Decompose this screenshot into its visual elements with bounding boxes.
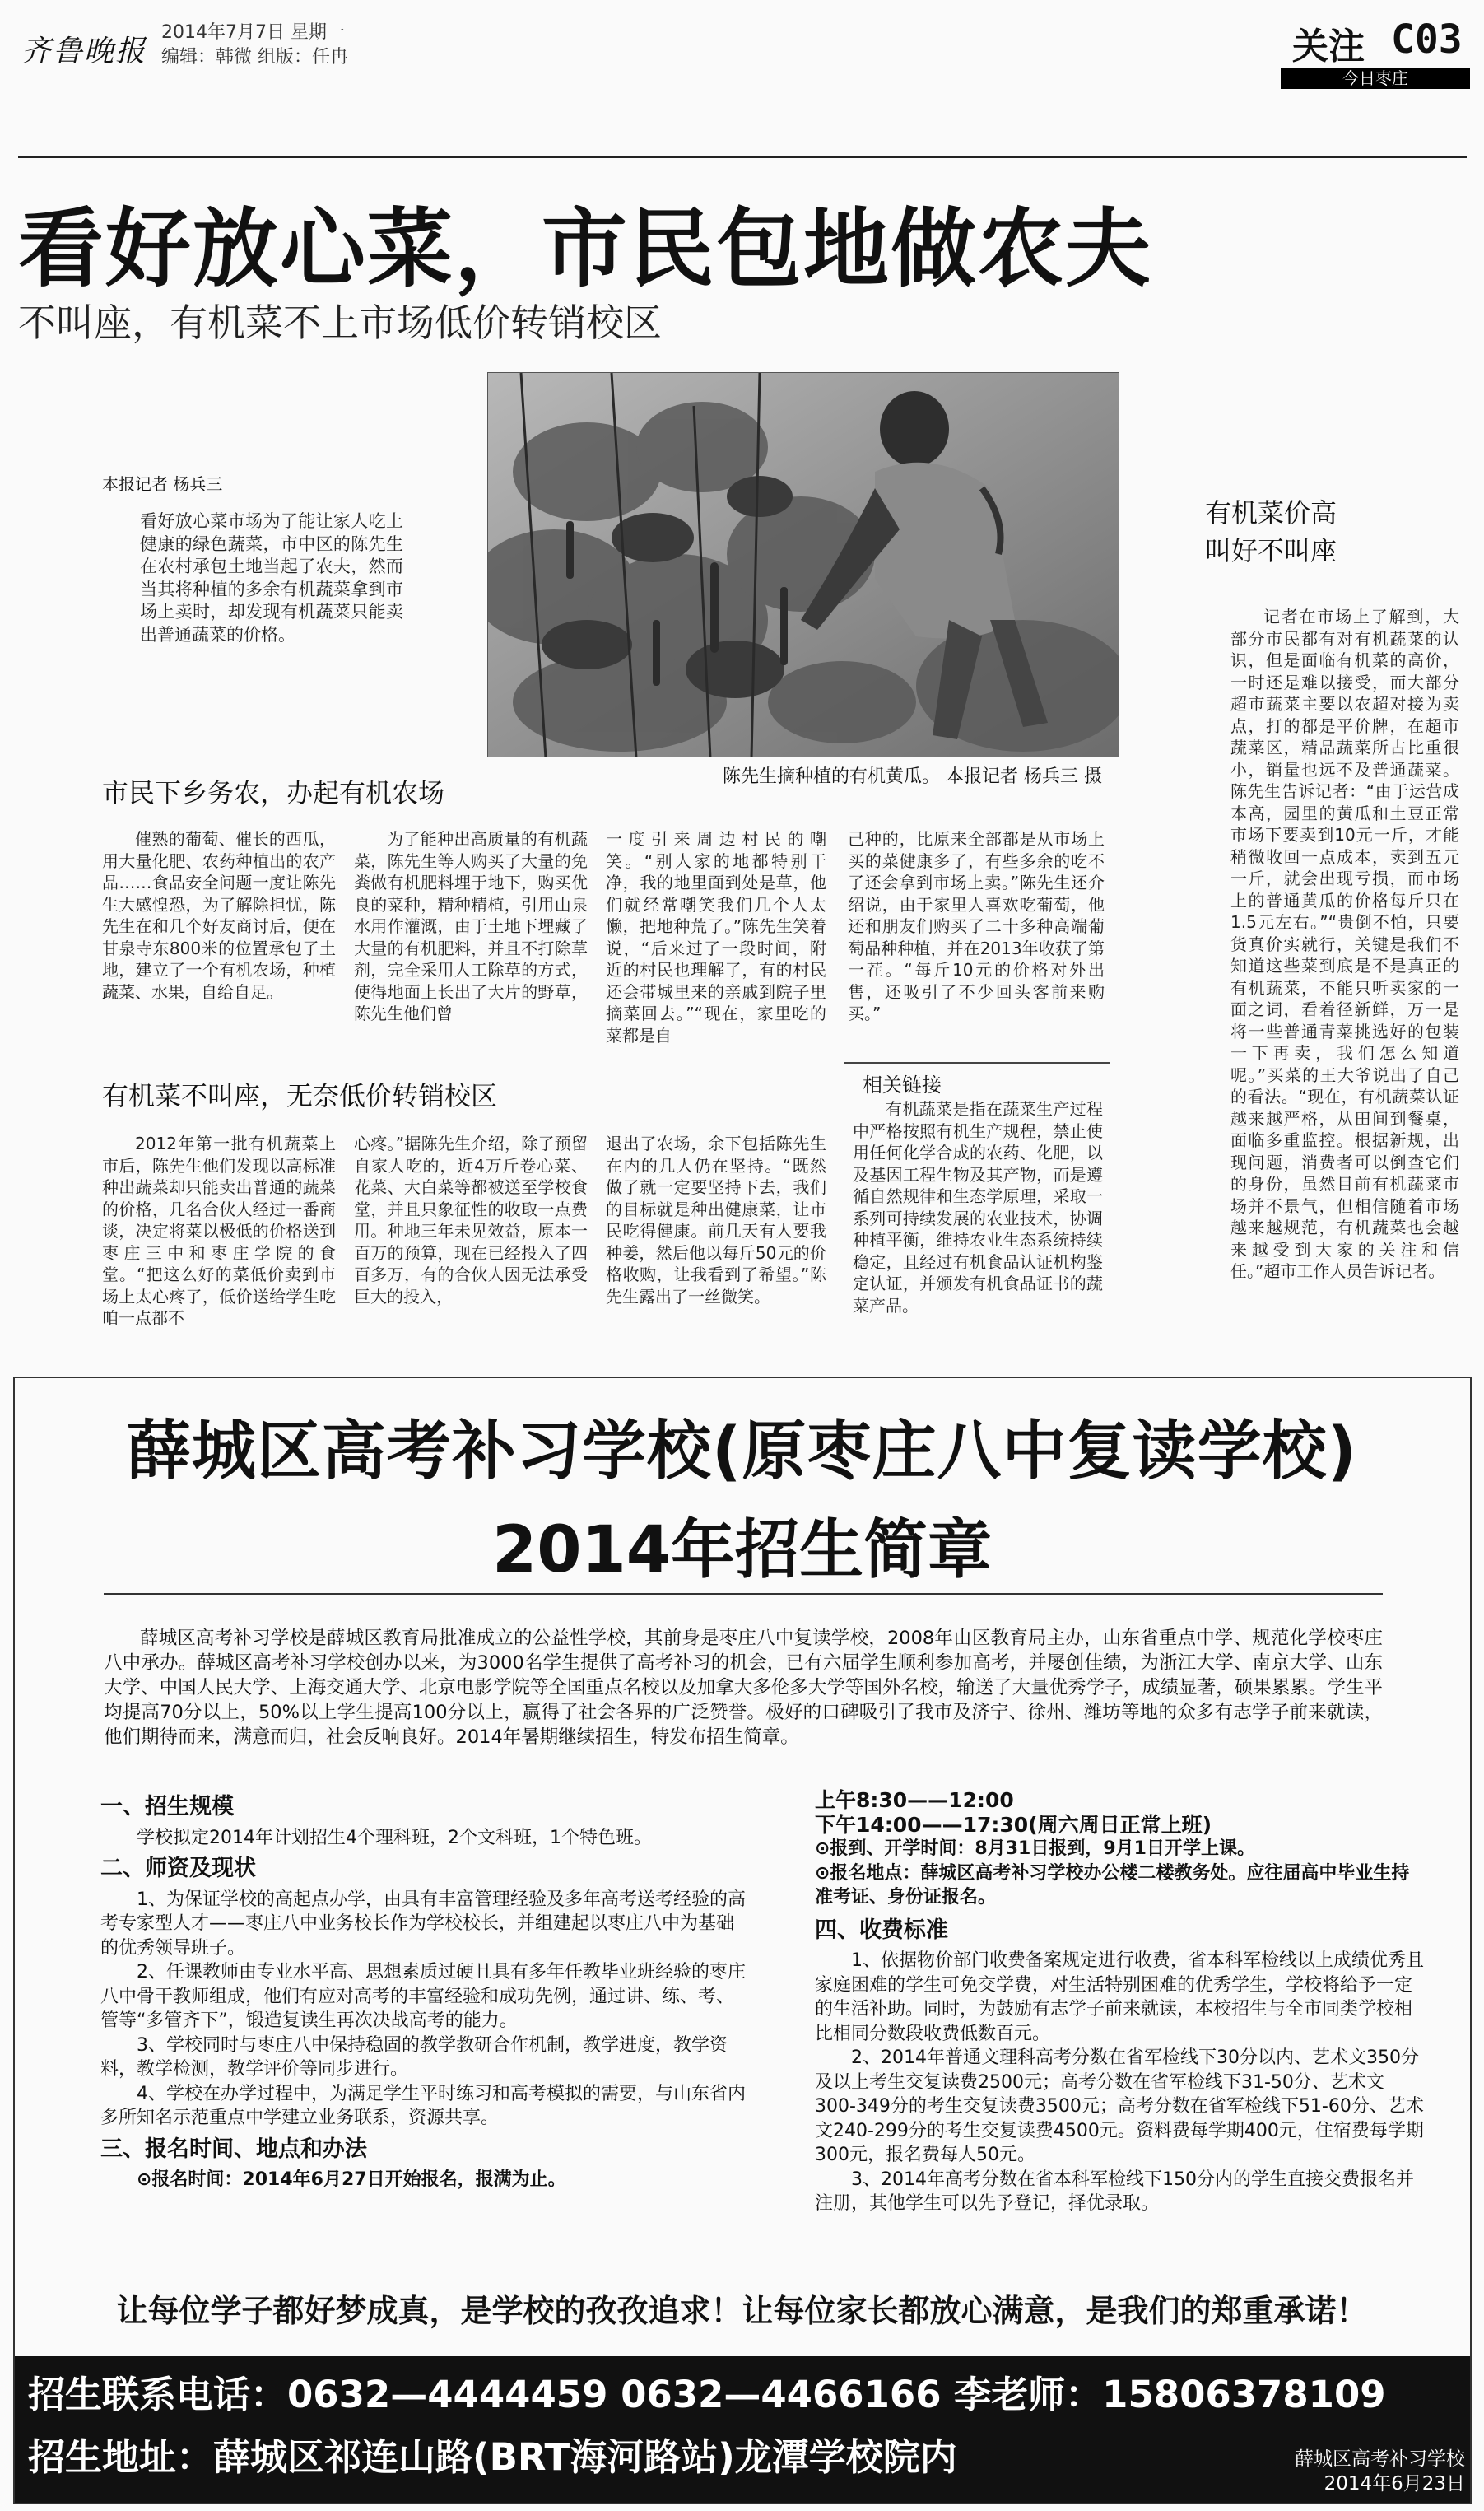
ad-s2-title: 二、师资及现状 <box>100 1856 256 1881</box>
contact-address-line: 招生地址：薛城区祁连山路(BRT海河路站)龙潭学校院内 <box>28 2435 957 2479</box>
ad-s4-title: 四、收费标准 <box>815 1917 948 1943</box>
ad-s2-p2: 2、任课教师由专业水平高、思想素质过硬且具有多年任教毕业班经验的枣庄八中骨干教师组成，他们有应对高考的丰富经验和成功先例，通过讲、练、考、管等“多管齐下”，锻造复读生再次决战高考的能力。 <box>100 1962 746 2031</box>
byline: 本报记者 杨兵三 <box>102 474 223 494</box>
related-links-title: 相关链接 <box>863 1074 942 1097</box>
headline: 看好放心菜，市民包地做农夫 <box>18 198 1153 299</box>
related-links-text: 有机蔬菜是指在蔬菜生产过程中严格按照有机生产规程，禁止使用任何化学合成的农药、化肥，以及基因工程生物及其产物，而是遵循自然规律和生态学原理，采取一系列可持续发展的农业技术，协调种植平衡，维持农业生态系统持续稳定，且经过有机食品认证机构鉴定认证，并颁发有机食品证书的蔬菜产品。 <box>853 1099 1103 1316</box>
section-name: 关注 <box>1292 26 1365 68</box>
column-6: 心疼。”据陈先生介绍，除了预留自家人吃的，近4万斤卷心菜、花菜、大白菜等都被送至学校食堂，并且只象征性的收取一点费用。种地三年未见效益，原本一百万的预算，现在已经投入了四百多万，有的合伙人因无法承受巨大的投入， <box>354 1134 588 1307</box>
ad-intro: 薛城区高考补习学校是薛城区教育局批准成立的公益性学校，其前身是枣庄八中复读学校，2008年由区教育局主办，山东省重点中学、规范化学校枣庄八中承办。薛城区高考补习学校创办以来，为3000名学生提供了高考补习的机会，已有六届学生顺利参加高考，并屡创佳绩，为浙江大学、南京大学、山东大学、中国人民大学、上海交通大学、北京电影学院等全国重点名校以及加拿大多伦多大学等国外名校，输送了大量优秀学子，成绩显著，硕果累累。学生平均提高70分以上，50%以上学生提高100分以上，赢得了社会各界的广泛赞誉。极好的口碑吸引了我市及济宁、徐州、潍坊等地的众多有志学子前来就读，他们期待而来，满意而归，社会反响良好。2014年暑期继续招生，特发布招生简章。 <box>104 1628 1383 1748</box>
ad-s2-p1: 1、为保证学校的高起点办学，由具有丰富管理经验及多年高考送考经验的高考专家型人才——枣庄八中业务校长作为学校校长，并组建起以枣庄八中为基础的优秀领导班子。 <box>100 1889 746 1959</box>
ad-s1-text: 学校拟定2014年计划招生4个理科班，2个文科班，1个特色班。 <box>137 1827 652 1848</box>
right-column: 记者在市场上了解到，大部分市民都有对有机蔬菜的认识，但是面临有机菜的高价，一时还是难以接受，而大部分超市蔬菜主要以农超对接为卖点，打的都是平价牌，在超市蔬菜区，精品蔬菜所占比重很小，销量也远不及普通蔬菜。陈先生告诉记者：“由于运营成本高，园里的黄瓜和土豆正常市场下要卖到10元一斤，才能稍微收回一点成本，卖到五元一斤，就会出现亏损，而市场上的普通黄瓜的价格每斤只在1.5元左右。”“贵倒不怕，只要货真价实就行，关键是我们不知道这些菜到底是不是真正的有机蔬菜，不能只听卖家的一面之词，看着径新鲜，万一是将一些普通青菜挑选好的包装一下再卖，我们怎么知道呢。”买菜的王大爷说出了自己的看法。“现在，有机蔬菜认证越来越严格，从田间到餐桌，面临多重监控。根据新规，出现问题，消费者可以倒查它们的身份，虽然目前有机蔬菜市场并不景气，但相信随着市场越来越规范，有机蔬菜也会越来越受到大家的关注和信任。”超市工作人员告诉记者。 <box>1230 607 1459 1281</box>
ad-subtitle: 2014年招生简章 <box>491 1513 993 1587</box>
page-number: C03 <box>1391 16 1463 63</box>
ad-hours-am: 上午8:30——12:00 <box>815 1788 1014 1812</box>
ad-title: 薛城区高考补习学校(原枣庄八中复读学校) <box>126 1414 1358 1488</box>
section2-title: 有机菜不叫座，无奈低价转销校区 <box>102 1080 498 1111</box>
ad-divider <box>104 1593 1383 1595</box>
ad-s2-p4: 4、学校在办学过程中，为满足学生平时练习和高考模拟的需要，与山东省内多所知名示范重点中学建立业务联系，资源共享。 <box>100 2083 746 2128</box>
ad-s3-title: 三、报名时间、地点和办法 <box>100 2136 367 2162</box>
photo-caption: 陈先生摘种植的有机黄瓜。 本报记者 杨兵三 摄 <box>723 766 1102 787</box>
ad-slogan: 让每位学子都好梦成真，是学校的孜孜追求！让每位家长都放心满意，是我们的郑重承诺！ <box>116 2293 1368 2329</box>
section3-subtitle: 叫好不叫座 <box>1205 535 1337 566</box>
ad-right-column <box>815 1788 1424 2216</box>
ad-place: ⊙报名地点：薛城区高考补习学校办公楼二楼教务处。应往届高中毕业生持准考证、身份证报名。 <box>815 1862 1410 1908</box>
section3-title-block <box>1205 494 1337 570</box>
ad-s1-title: 一、招生规模 <box>100 1794 234 1819</box>
section-banner: 今日枣庄 <box>1281 68 1470 89</box>
header-divider <box>18 156 1467 158</box>
editor-credit: 编辑：韩微 组版：任冉 <box>161 47 348 68</box>
column-5: 2012年第一批有机蔬菜上市后，陈先生他们发现以高标准种出蔬菜却只能卖出普通的蔬菜的价格，几名合伙人经过一番商谈，决定将菜以极低的价格送到枣庄三中和枣庄学院的食堂。“把这么好的菜低价卖到市场上太心疼了，低价送给学生吃咱一点都不 <box>102 1134 336 1328</box>
masthead <box>0 0 1484 91</box>
article-intro: 看好放心菜市场为了能让家人吃上健康的绿色蔬菜，市中区的陈先生在农村承包土地当起了农夫，然而当其将种植的多余有机蔬菜拿到市场上卖时，却发现有机蔬菜只能卖出普通蔬菜的价格。 <box>140 511 403 645</box>
ad-signature <box>1251 2447 1465 2496</box>
column-3: 一度引来周边村民的嘲笑。“别人家的地都特别干净，我的地里面到处是草，他们就经常嘲笑我们几个人太懒，把地种荒了。”陈先生笑着说，“后来过了一段时间，附近的村民也理解了，有的村民还会带城里来的亲戚到院子里摘菜回去。”“现在，家里吃的菜都是自 <box>606 829 826 1046</box>
subheadline: 不叫座，有机菜不上市场低价转销校区 <box>18 300 662 345</box>
newspaper-logo: 齐鲁晚报 <box>21 35 147 68</box>
farmer-photo-illustration <box>488 373 1119 757</box>
ad-report-time: ⊙报到、开学时间：8月31日报到，9月1日开学上课。 <box>815 1838 1255 1859</box>
ad-s4-p1: 1、依据物价部门收费备案规定进行收费，省本科军检线以上成绩优秀且家庭困难的学生可免交学费，对生活特别困难的优秀学生，学校将给予一定的生活补助。同时，为鼓励有志学子前来就读，本校招生与全市同类学校相比相同分数段收费低数百元。 <box>815 1950 1424 2044</box>
ad-s3-time: ⊙报名时间：2014年6月27日开始报名，报满为止。 <box>137 2169 566 2190</box>
column-7: 退出了农场，余下包括陈先生在内的几人仍在坚持。“既然做了就一定要坚持下去，我们的目标就是种出健康菜，让市民吃得健康。前几天有人要我种姜，然后他以每斤50元的价格收购，让我看到了希望。”陈先生露出了一丝微笑。 <box>606 1134 826 1307</box>
ad-sign-name: 薛城区高考补习学校 <box>1295 2448 1465 2470</box>
section1-title: 市民下乡务农，办起有机农场 <box>102 777 445 808</box>
column-1: 催熟的葡萄、催长的西瓜，用大量化肥、农药种植出的农产品……食品安全问题一度让陈先生大感惶恐，为了解除担忧，陈先生在和几个好友商讨后，便在甘泉寺东800米的位置承包了土地，建立了一个有机农场，种植蔬菜、水果，自给自足。 <box>102 829 336 1002</box>
contact-phone-line: 招生联系电话：0632—4444459 0632—4466166 李老师：15806378109 <box>28 2373 1386 2416</box>
section3-title: 有机菜价高 <box>1205 497 1337 529</box>
column-4: 己种的，比原来全部都是从市场上买的菜健康多了，有些多余的吃不了还会拿到市场上卖。”陈先生还介绍说，由于家里人喜欢吃葡萄，他还和朋友们购买了二十多种高端葡萄品种种植，并在2013年收获了第一茬。“每斤10元的价格对外出售，还吸引了不少回头客前来购买。” <box>848 829 1105 1023</box>
article-photo <box>487 372 1119 757</box>
ad-s4-p2: 2、2014年普通文理科高考分数在省军检线下30分以内、艺术文350分及以上考生交复读费2500元；高考分数在省军检线下31-50分、艺术文300-349分的考生交复读费3500元；高考分数在省军检线下51-60分、艺术文240-299分的考生交复读费4500元。资料费每学期400元，住宿费每学期300元，报名费每人50元。 <box>815 2047 1424 2165</box>
ad-hours-pm: 下午14:00——17:30(周六周日正常上班) <box>815 1812 1212 1837</box>
ad-sign-date: 2014年6月23日 <box>1324 2473 1465 2495</box>
issue-date: 2014年7月7日 星期一 <box>161 22 345 43</box>
column-2: 为了能种出高质量的有机蔬菜，陈先生等人购买了大量的免粪做有机肥料埋于地下，购买优良的菜种，精种精植，引用山泉水用作灌溉，由于土地下埋藏了大量的有机肥料，并且不打除草剂，完全采用人工除草的方式，使得地面上长出了大片的野草，陈先生他们曾 <box>354 829 588 1023</box>
ad-left-column <box>100 1795 751 2192</box>
ad-s2-p3: 3、学校同时与枣庄八中保持稳固的教学教研合作机制，教学进度，教学资料，教学检测，教学评价等同步进行。 <box>100 2034 728 2080</box>
ad-s4-p3: 3、2014年高考分数在省本科军检线下150分内的学生直接交费报名并注册，其他学生可以先予登记，择优录取。 <box>815 2169 1414 2214</box>
